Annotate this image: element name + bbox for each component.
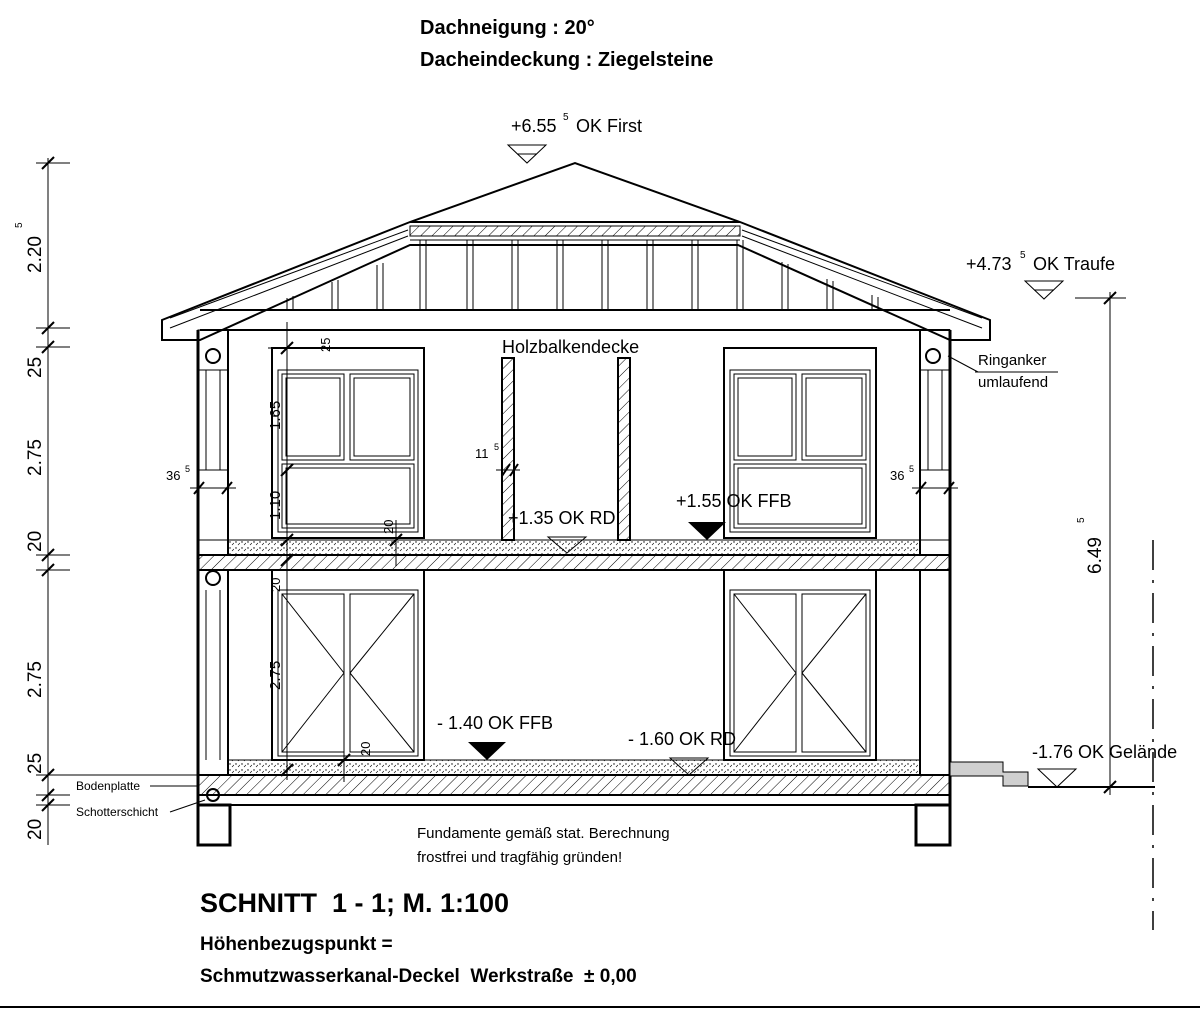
level-eaves-sup: 5 [1020, 250, 1026, 261]
label-gravel: Schotterschicht [76, 805, 159, 819]
dim-upper-parapet: 1.10 [267, 490, 284, 520]
lower-door-right [724, 570, 876, 760]
dim-roof-height-sup: 5 [14, 222, 25, 228]
dim-upper-storey: 2.75 [25, 439, 46, 476]
level-ridge-label: OK First [576, 116, 642, 136]
level-ground: -1.76 OK Gelände [1032, 742, 1178, 762]
upper-window-left [272, 348, 424, 538]
level-ffb-lower: - 1.40 OK FFB [437, 713, 554, 733]
reference-line-2: Schmutzwasserkanal-Deckel Werkstraße ± 0,00 [200, 966, 637, 987]
right-dimension [1075, 292, 1153, 930]
label-ring-anchor-2: umlaufend [978, 374, 1049, 391]
dim-lower-storey: 2.75 [25, 661, 46, 698]
left-dimension-chain [36, 157, 198, 845]
dim-upper-screed: 20 [381, 519, 396, 534]
dim-total-height: 6.49 [1085, 537, 1106, 574]
level-eaves-value: +4.73 [966, 254, 1012, 274]
dim-lower-screed: 20 [358, 741, 373, 756]
label-ceiling: Holzbalkendecke [502, 337, 640, 357]
roof [162, 163, 990, 340]
dim-ceiling: 20 [25, 530, 46, 552]
dim-total-height-sup: 5 [1076, 517, 1087, 523]
intermediate-slab [198, 540, 950, 570]
dim-roof-height: 2.20 [25, 236, 46, 273]
dim-gravel: 20 [25, 818, 46, 840]
dim-wall-left: 36 [166, 468, 181, 483]
reference-line-1: Höhenbezugspunkt = [200, 934, 393, 955]
level-ridge-value: +6.55 [511, 116, 557, 136]
dim-upper-lintel: 25 [318, 337, 333, 352]
roof-pitch-label: Dachneigung : 20° [420, 17, 595, 39]
dim-partition: 11 [475, 446, 489, 461]
dim-wall-left-sup: 5 [185, 464, 191, 474]
label-foundation-2: frostfrei und tragfähig gründen! [417, 849, 623, 866]
level-rd-upper: +1.35 OK RD [508, 508, 616, 528]
dim-base-slab: 25 [25, 752, 46, 774]
label-ring-anchor-1: Ringanker [978, 352, 1047, 369]
dim-lower-door: 2.75 [267, 660, 284, 690]
roof-cover-label: Dacheindeckung : Ziegelsteine [420, 49, 714, 71]
section-title: SCHNITT 1 - 1; M. 1:100 [200, 888, 510, 918]
level-ridge-sup: 5 [563, 112, 569, 123]
lower-door-left [272, 570, 424, 760]
dim-lower-slab-ref: 20 [268, 577, 283, 592]
dim-wall-right-sup: 5 [909, 464, 915, 474]
level-ffb-upper: +1.55 OK FFB [676, 491, 792, 511]
level-eaves-label: OK Traufe [1033, 254, 1116, 274]
label-foundation-1: Fundamente gemäß stat. Berechnung [417, 825, 670, 842]
level-rd-lower: - 1.60 OK RD [628, 729, 737, 749]
dim-upper-window: 1.65 [267, 400, 284, 430]
label-base-slab: Bodenplatte [76, 779, 141, 793]
dim-ring-anchor: 25 [25, 356, 46, 378]
dim-partition-sup: 5 [494, 442, 500, 452]
dim-wall-right: 36 [890, 468, 905, 483]
